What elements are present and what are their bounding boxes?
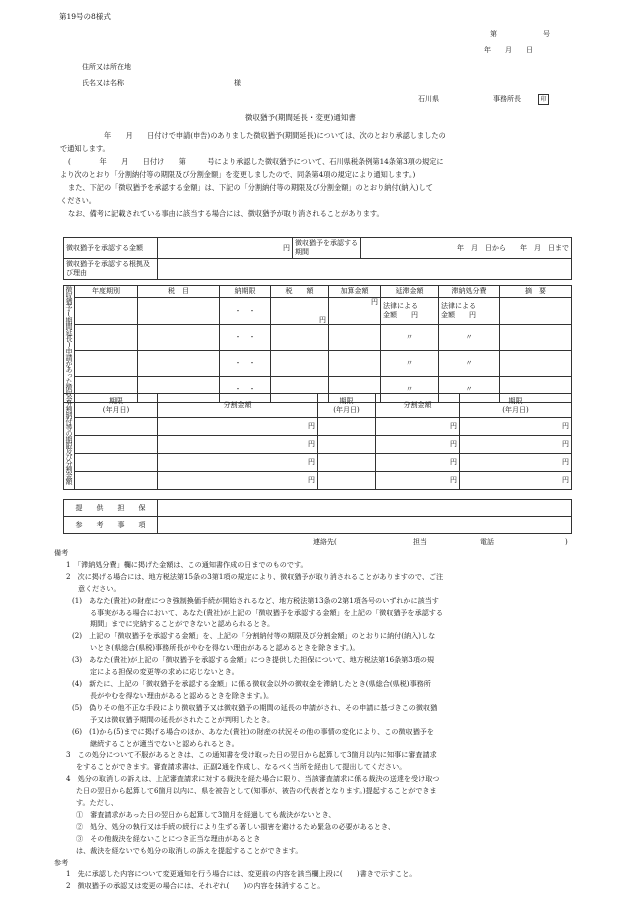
document-number-suffix: 号 bbox=[543, 30, 550, 38]
document-number-label: 第 bbox=[490, 30, 497, 38]
col-fiscal-year: 年度期別 bbox=[75, 286, 138, 298]
table-row: ・ ・ 〃 〃 bbox=[64, 377, 572, 403]
side-label-application: 徴収猶予(期間延長)申請があった徴収金 bbox=[65, 286, 73, 402]
contact-person: 担当 bbox=[413, 538, 427, 546]
addressee-address: 住所又は所在地 bbox=[82, 63, 131, 71]
reason-value bbox=[158, 259, 572, 280]
col-delinquent: 延滞金額 bbox=[381, 286, 439, 298]
period-label: 徴収猶予を承認する期間 bbox=[293, 238, 361, 259]
issuer-prefecture: 石川県 bbox=[418, 95, 439, 103]
contact-label: 連絡先( bbox=[313, 538, 337, 546]
table-row: ・ ・ 〃 〃 bbox=[64, 325, 572, 351]
contact-phone: 電話 bbox=[480, 538, 494, 546]
body-text: 年 月 日付けで申請(申告)のありました徴収猶予(期間延長)については、次のとおり承認しましたの で通知します。 ( 年 月 日付け 第 号により承認した徴収猶予について、石川県税条例第14条第3項の規定に より次のとおり「分割納付等の期限及び分割金額」を変更しましたので、同条第4項の規定により通知します。) また、下記の「徴収猶予を承認する金額」は、下記の「分割納付等の期限及び分割金額」のとおり納付(納入)して ください。 なお、備考に記載されている事由に該当する場合には、徴収猶予が取り消されることがあります。 bbox=[60, 131, 446, 218]
reason-label: 徴収猶予を承認する根拠及び理由 bbox=[64, 259, 158, 280]
addressee-name: 氏名又は名称 bbox=[82, 79, 124, 87]
col-additional: 加算金額 bbox=[329, 286, 381, 298]
form-number: 第19号の8様式 bbox=[59, 12, 111, 21]
contact-close: ) bbox=[565, 538, 568, 546]
side-label-split: 分割納付等の期限及び分割金額 bbox=[64, 394, 75, 490]
col-remarks: 摘 要 bbox=[500, 286, 572, 298]
seal-mark: 印 bbox=[538, 94, 549, 105]
table-row: 円 円 円 bbox=[64, 436, 572, 454]
collateral-label: 提 供 担 保 bbox=[64, 500, 158, 517]
document-title: 徴収猶予(期間延長・変更)通知書 bbox=[245, 113, 356, 122]
approval-table bbox=[63, 237, 572, 280]
col-due-date: 納期限 bbox=[220, 286, 271, 298]
col-tax-amount: 税 額 bbox=[271, 286, 329, 298]
col-disposition-cost: 滞納処分費 bbox=[439, 286, 500, 298]
tax-table bbox=[63, 285, 572, 403]
amount-label: 徴収猶予を承認する金額 bbox=[64, 238, 158, 259]
period-value: 年 月 日から 年 月 日まで bbox=[361, 238, 572, 259]
addressee-honorific: 様 bbox=[234, 79, 241, 87]
issue-date: 年 月 日 bbox=[484, 46, 533, 54]
table-row: 円 円 円 bbox=[64, 418, 572, 436]
col-tax-item: 税 目 bbox=[138, 286, 220, 298]
split-table: 分割納付等の期限及び分割金額 期限 (年月日) 分割金額 期限 (年月日) 分割金額 期限 (年月日) 円 円 円 円 円 円 円 円 円 円 円 円 bbox=[63, 393, 572, 490]
amount-yen: 円 bbox=[158, 238, 293, 259]
table-row: 円 円 円 bbox=[64, 454, 572, 472]
table-row: ・ ・ 〃 〃 bbox=[64, 351, 572, 377]
table-row: 円 円 円 bbox=[64, 472, 572, 490]
reference-label: 参 考 事 項 bbox=[64, 517, 158, 534]
table-row: ・ ・ 円 円 法律による 金額 円 法律による 金額 円 bbox=[64, 298, 572, 325]
notes: 備考 1 「滞納処分費」欄に掲げた金額は、この通知書作成の日までのものです。 2 次に掲げる場合には、地方税法第15条の3第1項の規定により、徴収猶予が取り消されることがありますので、ご注 意ください。 (1) あなた(貴社)の財産につき強制換価手続が開始されるなど、地方税法第13条の2第1項各号のいずれかに該当す る事実がある場合において、あなた(貴社)が上記の「徴収猶予を承認する金額」を上記の「徴収猶予を承認する 期間」までに完納することができないと認められるとき。 (2) 上記の「徴収猶予を承認する金額」を、上記の「分割納付等の期限及び分割金額」のとおりに納付(納入)しな いとき(県総合(県税)事務所長がやむを得ない理由があると認めるときを除きます。)。 (3) あなた(貴社)が上記の「徴収猶予を承認する金額」につき提供した担保について、地方税法第16条第3項の規 定による担保の変更等の求めに応じないとき。 (4) 新たに、上記の「徴収猶予を承認する金額」に係る徴収金以外の徴収金を滞納したとき(県総合(県税)事務所 長がやむを得ない理由があると認めるときを除きます。)。 (5) 偽りその他不正な手段により徴収猶予又は徴収猶予の期間の延長の申請がされ、その申請に基づきこの徴収猶 予又は徴収猶予期間の延長がされたことが判明したとき。 (6) (1)から(5)までに掲げる場合のほか、あなた(貴社)の財産の状況その他の事情の変化により、この徴収猶予を 継続することが適当でないと認められるとき。 3 この処分について不服があるときは、この通知書を受け取った日の翌日から起算して3箇月以内に知事に審査請求 をすることができます。審査請求書は、正副2通を作成し、なるべく当所を経由して提出してください。 4 処分の取消しの訴えは、上記審査請求に対する裁決を経た場合に限り、当該審査請求に係る裁決の送達を受け取つ た日の翌日から起算して6箇月以内に、県を被告として(知事が、被告の代表者となります。)提起することができま す。ただし、 ① 審査請求があった日の翌日から起算して3箇月を経過しても裁決がないとき、 ② 処分、処分の執行又は手続の続行により生ずる著しい損害を避けるため緊急の必要があるとき、 ③ その他裁決を経ないことにつき正当な理由があるとき は、裁決を経ないでも処分の取消しの訴えを提起することができます。 参考 1 先に承認した内容について変更通知を行う場合には、変更前の内容を該当欄上段に( )書きで示すこと。 2 徴収猶予の承認又は変更の場合には、それぞれ( )の内容を抹消すること。 bbox=[54, 548, 444, 891]
footer-table bbox=[63, 499, 572, 534]
issuer-office: 事務所長 bbox=[493, 95, 521, 103]
